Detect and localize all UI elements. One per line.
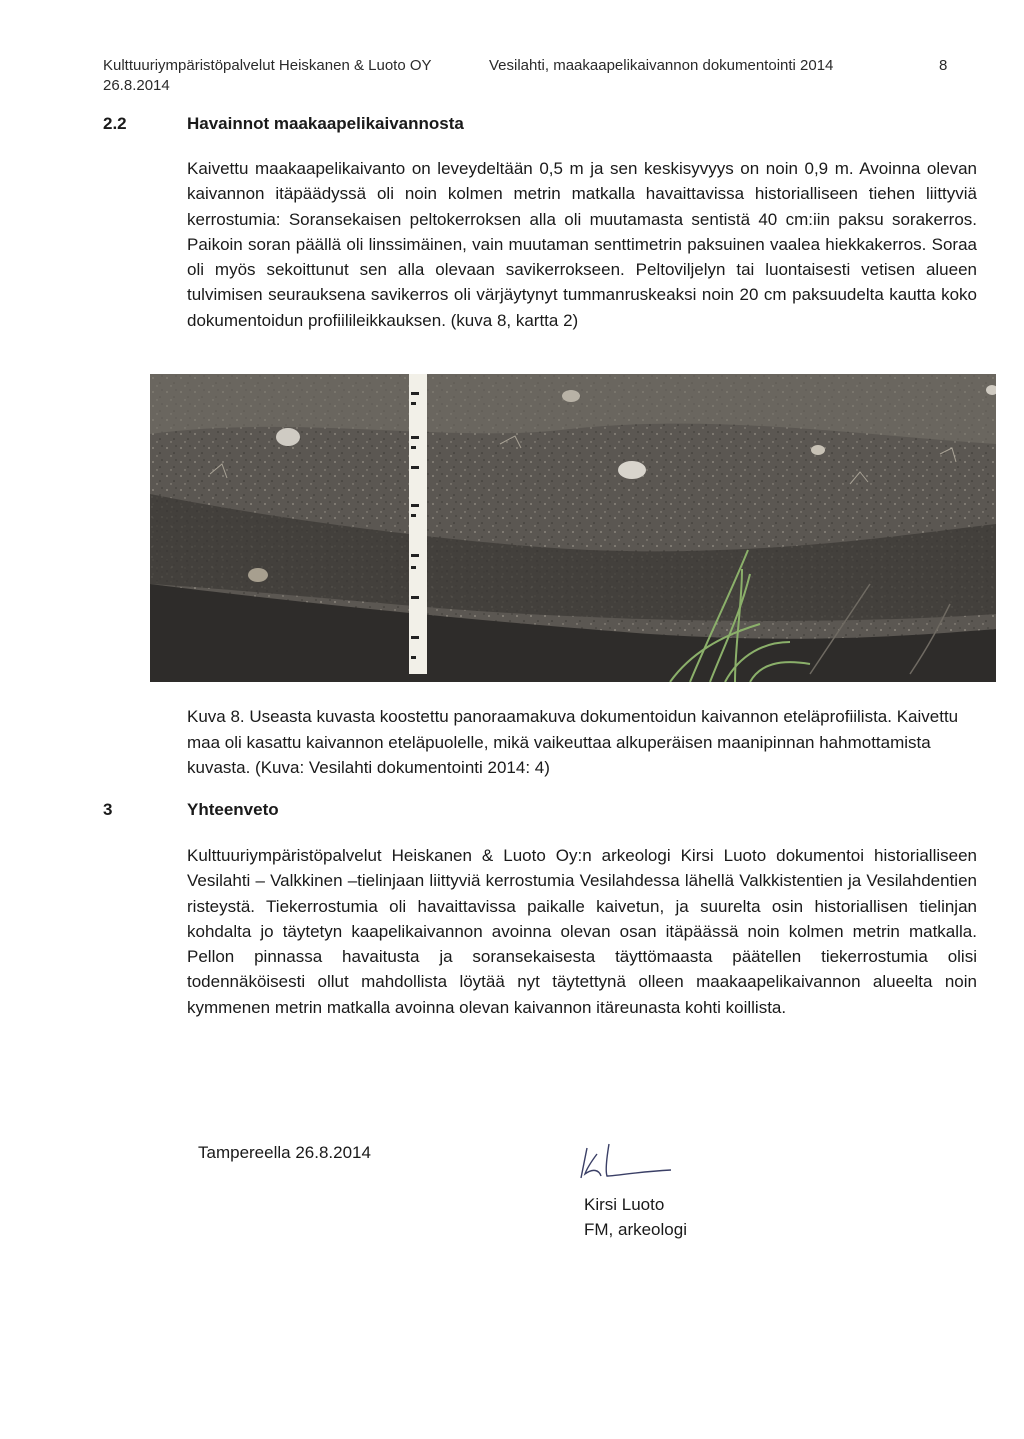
figure-caption: Kuva 8. Useasta kuvasta koostettu panoraamakuva dokumentoidun kaivannon eteläprofiilista. Kaivettu maa oli kasattu kaivannon eteläpuolelle, mikä vaikeuttaa alkuperäisen maanipinnan hahmottamista kuvasta. (Kuva: Vesilahti dokumentointi 2014: 4) [187, 707, 959, 777]
signature-block [584, 1192, 687, 1242]
signature-place-date: Tampereella 26.8.2014 [198, 1143, 371, 1162]
header-page-number: 8 [939, 57, 948, 74]
section-2-2-title: Havainnot maakaapelikaivannosta [187, 114, 464, 133]
section-3-paragraph: Kulttuuriympäristöpalvelut Heiskanen & Luoto Oy:n arkeologi Kirsi Luoto dokumentoi historialliseen Vesilahti – Valkkinen –tielinjaan liittyviä kerrostumia Vesilahdessa lähellä Valkkistentien ja Vesilahdentien risteystä. Tiekerrostumia oli havaittavissa paikalle kaivetun, ja suurelta osin historiallisen tielinjan kohdalta jo täytetyn kaapelikaivannon avoinna olevan osan itäpäässä noin kolmen metrin matkalla. Pellon pinnassa havaitusta ja soransekaisesta täyttömaasta päätellen tiekerrostumia olisi todennäköisesti ollut mahdollista löytää nyt täytettynä olleen maakaapelikaivannon alueelta noin kymmenen metrin matkalla avoinna olevan kaivannon itäreunasta kohti koillista. [187, 846, 977, 1017]
section-2-2-number: 2.2 [103, 114, 127, 133]
signature-name: Kirsi Luoto [584, 1195, 665, 1214]
section-3-number: 3 [103, 800, 113, 819]
section-3-title: Yhteenveto [187, 800, 279, 819]
header-company-block [103, 56, 432, 96]
header-date: 26.8.2014 [103, 77, 170, 94]
header-document-title: Vesilahti, maakaapelikaivannon dokumentointi 2014 [489, 57, 834, 74]
trench-profile-photo [150, 374, 996, 682]
handwritten-signature [575, 1130, 685, 1190]
section-2-2-paragraph: Kaivettu maakaapelikaivanto on leveydeltään 0,5 m ja sen keskisyvyys on noin 0,9 m. Avoinna olevan kaivannon itäpäädyssä oli noin kolmen metrin matkalla havaittavissa historialliseen tiehen liittyviä kerrostumia: Soransekaisen peltokerroksen alla oli muutamasta sentistä 40 cm:iin paksu sorakerros. Paikoin soran päällä oli linssimäinen, vain muutaman senttimetrin paksuinen vaalea hiekkakerros. Soraa oli myös sekoittunut sen alla olevaan savikerrokseen. Peltoviljelyn tai luontaisesti vetisen alueen tulvimisen seurauksena savikerros oli värjäytynyt tummanruskeaksi noin 20 cm paksuudelta kautta koko dokumentoidun profiilileikkauksen. (kuva 8, kartta 2) [187, 159, 977, 330]
header-company: Kulttuuriympäristöpalvelut Heiskanen & Luoto OY [103, 57, 432, 74]
signature-title: FM, arkeologi [584, 1220, 687, 1239]
